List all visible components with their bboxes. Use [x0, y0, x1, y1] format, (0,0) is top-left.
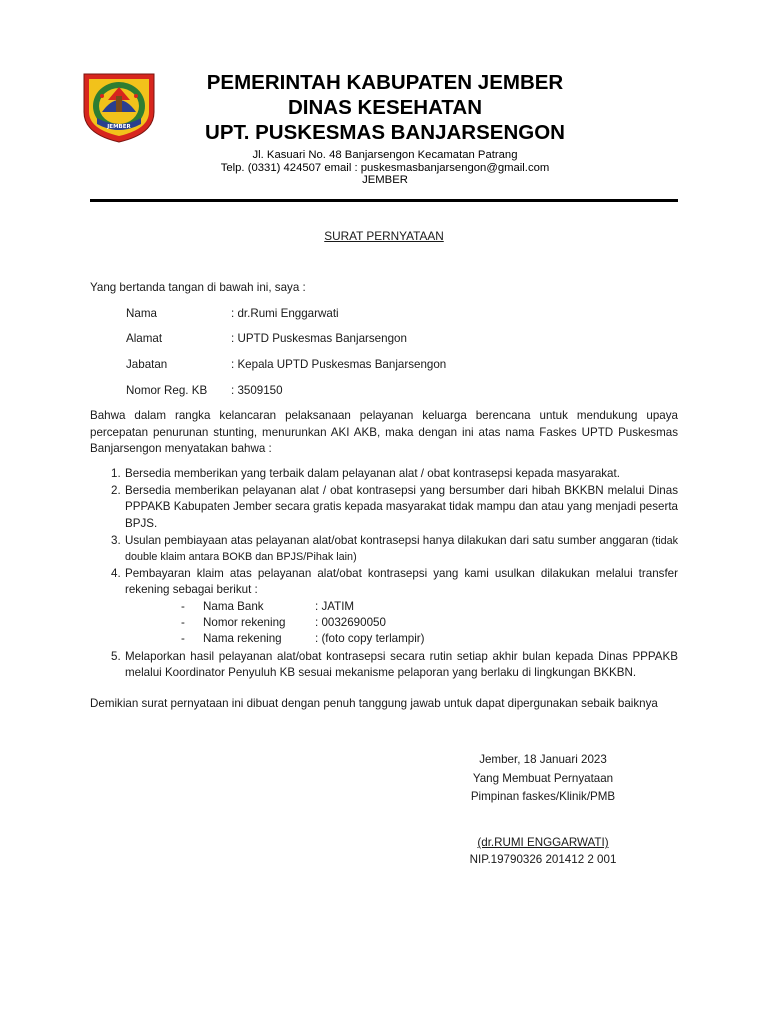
list-text: Usulan pembiayaan atas pelayanan alat/obat kontrasepsi hanya dilakukan dari satu sumber anggaran: [125, 533, 652, 547]
statement-paragraph: Bahwa dalam rangka kelancaran pelaksanaan pelayanan keluarga berencana untuk mendukung upaya percepatan penurunan stunting, menurunkan AKI AKB, maka dengan ini atas nama Faskes UPTD Puskesmas Banjarsengon menyatakan bahwa :: [90, 409, 678, 455]
list-text: Melaporkan hasil pelayanan alat/obat kontrasepsi secara rutin setiap akhir bulan kepada Dinas PPPAKB melalui Koordinator Penyuluh KB sesuai mekanisme pelaporan yang berlaku di lingkungan BKKBN.: [125, 650, 678, 680]
identity-value: : UPTD Puskesmas Banjarsengon: [231, 332, 407, 345]
identity-value: : Kepala UPTD Puskesmas Banjarsengon: [231, 358, 447, 371]
list-number: 3.: [111, 533, 121, 547]
identity-label: Jabatan: [126, 358, 168, 371]
list-text: Bersedia memberikan pelayanan alat / obat kontrasepsi yang bersumber dari hibah BKKBN melalui Dinas PPPAKB Kabupaten Jember secara gratis kepada masyarakat tidak mampu dan atau yang menjadi peserta BPJS.: [125, 484, 678, 530]
letterhead-government: PEMERINTAH KABUPATEN JEMBER: [206, 71, 564, 94]
bullet-dash: -: [181, 615, 185, 629]
signature-role-detail: Pimpinan faskes/Klinik/PMB: [470, 790, 616, 803]
list-text-note: (tidak double klaim antara BOKB dan BPJS/Pihak lain): [125, 534, 678, 564]
bullet-dash: -: [181, 599, 185, 613]
list-number: 1.: [111, 467, 121, 480]
list-item: [90, 483, 678, 532]
signature-place-date: Jember, 18 Januari 2023: [479, 753, 607, 766]
identity-value: : dr.Rumi Enggarwati: [231, 307, 339, 320]
statement-list: [90, 466, 678, 683]
signatory-name: (dr.RUMI ENGGARWATI): [477, 836, 609, 849]
identity-value: : 3509150: [231, 384, 283, 397]
signature-block: [450, 751, 636, 807]
intro-text: Yang bertanda tangan di bawah ini, saya :: [90, 281, 306, 294]
bank-value: : JATIM: [315, 599, 355, 613]
bank-value: : 0032690050: [315, 615, 386, 629]
bank-detail-row: [90, 632, 678, 648]
letterhead-city: JEMBER: [362, 174, 408, 186]
bank-detail-row: [90, 616, 678, 632]
list-number: 2.: [111, 484, 121, 498]
identity-label: Nomor Reg. KB: [126, 384, 208, 397]
bank-value: : (foto copy terlampir): [315, 632, 425, 645]
bank-label: Nama rekening: [203, 632, 282, 645]
bank-label: Nomor rekening: [203, 615, 286, 629]
letterhead-address: Jl. Kasuari No. 48 Banjarsengon Kecamatan Patrang: [252, 149, 518, 161]
bank-label: Nama Bank: [203, 599, 264, 613]
identity-label: Nama: [126, 307, 157, 320]
list-number: 4.: [111, 567, 121, 581]
list-text: Bersedia memberikan yang terbaik dalam pelayanan alat / obat kontrasepsi kepada masyarakat.: [125, 467, 620, 480]
jember-regency-logo: [80, 72, 158, 144]
bank-detail-row: [90, 600, 678, 616]
letterhead: [170, 70, 600, 187]
list-number: 5.: [111, 650, 121, 664]
list-item: [90, 466, 678, 482]
signature-role: Yang Membuat Pernyataan: [472, 771, 614, 785]
identity-label: Alamat: [126, 332, 163, 345]
letterhead-contact: Telp. (0331) 424507 email : puskesmasbanjarsengon@gmail.com: [220, 161, 550, 174]
list-item: [90, 649, 678, 681]
bullet-dash: -: [181, 632, 185, 645]
list-text: Pembayaran klaim atas pelayanan alat/obat kontrasepsi yang kami usulkan dilakukan melalui transfer rekening sebagai berikut :: [125, 567, 678, 597]
letterhead-agency: DINAS KESEHATAN: [288, 96, 482, 119]
letterhead-unit: UPT. PUSKESMAS BANJARSENGON: [205, 121, 565, 144]
list-item: [90, 533, 678, 565]
closing-paragraph: Demikian surat pernyataan ini dibuat dengan penuh tanggung jawab untuk dapat dipergunakan sebaik baiknya: [90, 697, 658, 710]
signatory-nip: NIP.19790326 201412 2 001: [469, 853, 617, 866]
list-item: [90, 566, 678, 598]
logo-text: JEMBER: [107, 124, 131, 130]
document-title: SURAT PERNYATAAN: [324, 229, 444, 243]
emblem-icon: [80, 72, 158, 144]
letterhead-divider: [90, 199, 678, 202]
